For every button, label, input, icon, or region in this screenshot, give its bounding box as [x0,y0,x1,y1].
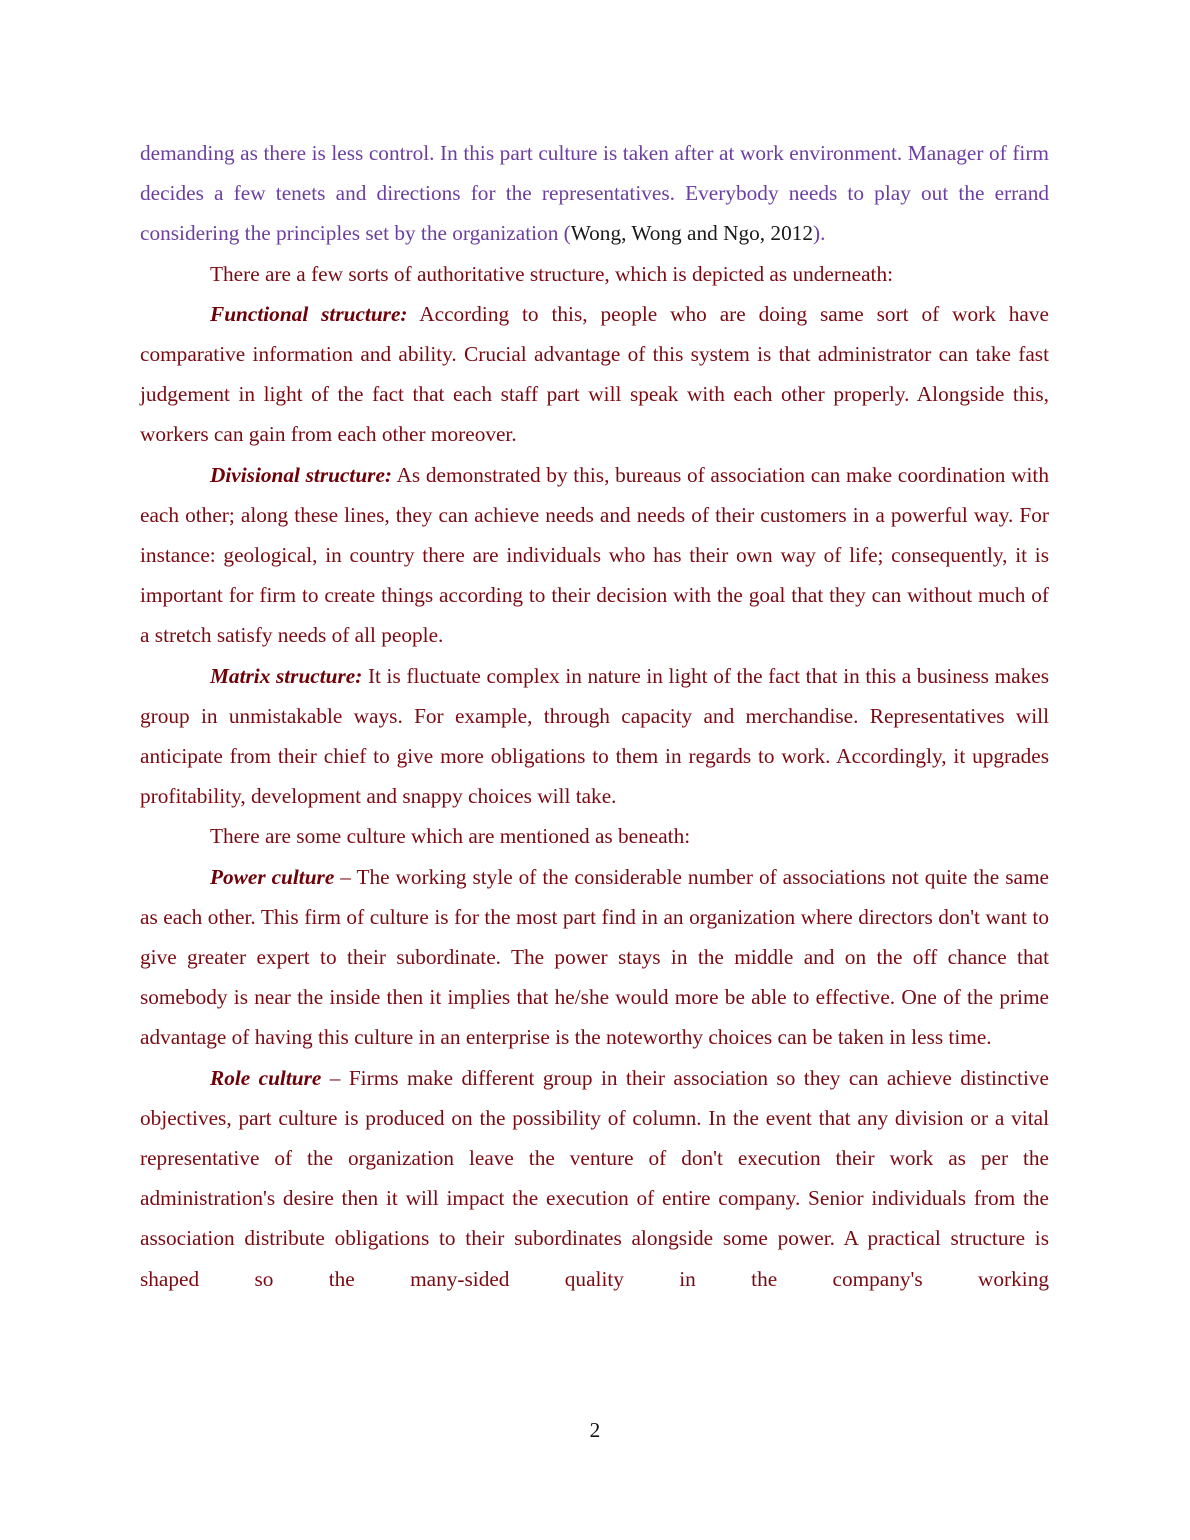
paragraph-matrix-structure [140,656,1049,817]
paragraph-power-culture [140,857,1049,1058]
divisional-structure-text: As demonstrated by this, bureaus of association can make coordination with each other; along these lines, they can achieve needs and needs of their customers in a powerful way. For instance: geological, in country there are individuals who has their own way of life; consequently, it is important for firm to create things according to their decision with the goal that they can without much of a stretch satisfy needs of all people. [140,462,1049,648]
power-culture-term: Power culture [210,864,335,889]
paragraph-culture-intro [140,816,1049,856]
paragraph-continuation [140,133,1049,254]
functional-structure-text: According to this, people who are doing same sort of work have comparative information and ability. Crucial advantage of this system is that administrator can take fast judgement in light of the fact that each staff part will speak with each other properly. Alongside this, workers can gain from each other moreover. [140,301,1049,447]
citation-close: ). [813,221,826,246]
structure-intro-text: There are a few sorts of authoritative structure, which is depicted as underneath: [210,261,894,286]
culture-intro-text: There are some culture which are mentioned as beneath: [210,824,691,849]
citation: Wong, Wong and Ngo, 2012 [570,221,814,246]
paragraph-functional-structure [140,294,1049,455]
paragraph-structure-intro [140,254,1049,294]
paragraph-divisional-structure [140,455,1049,656]
continuation-text: demanding as there is less control. In this part culture is taken after at work environment. Manager of firm decides a few tenets and directions for the representatives. Everybody needs to play out the errand considering the principles set by the organization ( [140,141,1049,246]
functional-structure-term: Functional structure: [210,301,408,326]
divisional-structure-term: Divisional structure: [210,462,393,487]
page-body [140,133,1049,1299]
role-culture-term: Role culture [210,1065,322,1090]
matrix-structure-term: Matrix structure: [210,663,363,688]
power-culture-text: – The working style of the considerable number of associations not quite the same as each other. This firm of culture is for the most part find in an organization where directors don't want to give greater expert to their subordinate. The power stays in the middle and on the off chance that somebody is near the inside then it implies that he/she would more be able to effective. One of the prime advantage of having this culture in an enterprise is the noteworthy choices can be taken in less time. [140,864,1049,1050]
paragraph-role-culture [140,1058,1049,1299]
role-culture-text: – Firms make different group in their association so they can achieve distinctive objectives, part culture is produced on the possibility of column. In the event that any division or a vital representative of the organization leave the venture of don't execution their work as per the administration's desire then it will impact the execution of entire company. Senior individuals from the association distribute obligations to their subordinates alongside some power. A practical structure is shaped so the many-sided quality in the company's working [140,1065,1049,1291]
matrix-structure-text: It is fluctuate complex in nature in light of the fact that in this a business makes group in unmistakable ways. For example, through capacity and merchandise. Representatives will anticipate from their chief to give more obligations to them in regards to work. Accordingly, it upgrades profitability, development and snappy choices will take. [140,663,1049,809]
page-number: 2 [589,1418,601,1442]
